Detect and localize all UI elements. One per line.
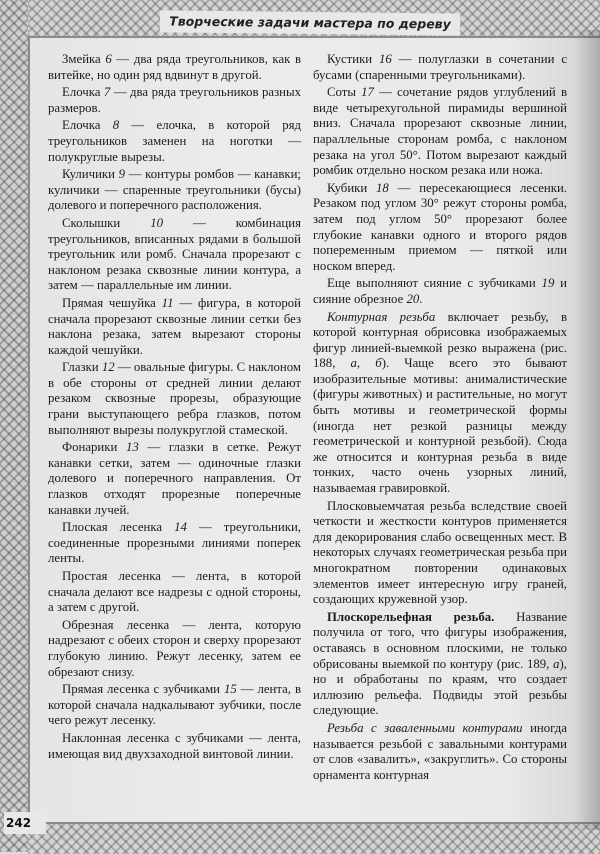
paragraph: Обрезная лесенка — лента, которую надрезают с обеих сторон и сверху прорезают глубокую линию. Режут лесенку, затем ее обрезают снизу.	[48, 617, 301, 679]
paragraph: Фонарики 13 — глазки в сетке. Режут канавки сетки, затем — одиночные глазки долевого и поперечного направления. От глазков отходят прорезные поперечные канавки лучей.	[48, 440, 301, 517]
paragraph: Куличики 9 — контуры ромбов — канавки; куличики — спаренные треугольники (бусы) долевого и поперечного расположения.	[48, 167, 301, 213]
paragraph: Контурная резьба включает резьбу, в которой контурная обрисовка изображаемых фигур линией-выемкой резко выражена (рис. 188, а, б). Чаще всего это бывают изобразительные мотивы: анималистические (фигуры животных) и растительные, но могут быть мотивы и геометрической формы (иногда нет резкой разницы между геометрической и контурной резьбой). Сюда же относится и контурная резьба в виде тонких, часто очень узорных линий, называемая гравировкой.	[313, 309, 568, 496]
left-column	[48, 52, 301, 764]
right-column	[313, 52, 567, 785]
paragraph: Кустики 16 — полуглазки в сочетании с бусами (спаренными треугольниками).	[313, 52, 567, 82]
term-rounded-contours: Резьба с заваленными контурами	[327, 720, 523, 735]
paragraph: Плоскорельефная резьба. Название получила от того, что фигуры изображения, оставаясь в основном плоскими, не только обрисованы выемкой по контуру (рис. 189, а), но и обработаны по краям, что создает иллюзию рельефа. Подвиды этой резьбы следующие.	[313, 609, 567, 718]
paragraph: Соты 17 — сочетание рядов углублений в виде четырехугольной пирамиды вершиной вниз. Сначала прорезают сквозные линии, параллельные сторонам ромба, с наклоном резака на угол 50°. Потом вырезают каждый ромбик отдельно носком резака или ножа.	[313, 85, 568, 178]
paragraph: Прямая лесенка с зубчиками 15 — лента, в которой сначала надкалывают зубчики, после чего режут лесенку.	[48, 682, 301, 728]
paragraph: Сколышки 10 — комбинация треугольников, вписанных рядами в большой треугольник или ромб. Сначала прорезают с наклоном резака сквозные линии контура, а затем — параллельные им линии.	[48, 215, 301, 293]
paragraph: Еще выполняют сияние с зубчиками 19 и сияние обрезное 20.	[313, 276, 567, 306]
section-heading: Плоскорельефная резьба.	[327, 609, 495, 624]
paragraph: Простая лесенка — лента, в которой сначала делают все надрезы с одной стороны, а затем с другой.	[48, 569, 301, 615]
paragraph: Плосковыемчатая резьба вследствие своей четкости и жесткости контуров применяется для декорирования слабо освещенных мест. В некоторых случаях геометрическая резьба при многократном повторении одинаковых элементов имеет интересную игру граней, создающих кружевной узор.	[313, 498, 568, 607]
term-contour-carving: Контурная резьба	[327, 309, 436, 324]
paragraph: Наклонная лесенка с зубчиками — лента, имеющая вид двухзаходной винтовой линии.	[48, 730, 301, 761]
page-number: 242	[4, 812, 46, 834]
paragraph: Прямая чешуйка 11 — фигура, в которой сначала прорезают сквозные линии сетки без наклона резака, затем вырезают стороны каждой чешуйки.	[48, 295, 301, 357]
running-head: Творческие задачи мастера по дереву	[160, 10, 460, 35]
ornamental-border-left	[0, 0, 30, 852]
paragraph: Змейка 6 — два ряда треугольников, как в витейке, но один ряд вдвинут в другой.	[48, 52, 301, 82]
paragraph: Глазки 12 — овальные фигуры. С наклоном в обе стороны от средней линии делают резаком сквозные прорезы, образующие грани выступающего ребра глазков, потом выполняют вырезы полукруглой стамеской.	[48, 360, 301, 437]
paragraph: Кубики 18 — пересекающиеся лесенки. Резаком под углом 30° режут стороны ромба, затем под углом 50° прорезают более глубокие канавки одного и второго рядов попеременным приемом — пяткой или носком вперед.	[313, 180, 567, 273]
paragraph: Резьба с заваленными контурами иногда называется резьбой с завальными контурами от слов «завалить», «закруглить». Со стороны орнамента контурная	[313, 720, 567, 782]
paragraph: Плоская лесенка 14 — треугольники, соединенные прорезными линиями поперек ленты.	[48, 520, 301, 566]
spine-shadow	[574, 30, 600, 830]
paragraph: Елочка 7 — два ряда треугольников разных размеров.	[48, 85, 301, 115]
paragraph: Елочка 8 — елочка, в которой ряд треугольников заменен на ноготки — полукруглые вырезы.	[48, 118, 301, 164]
ornamental-border-bottom	[28, 822, 600, 854]
